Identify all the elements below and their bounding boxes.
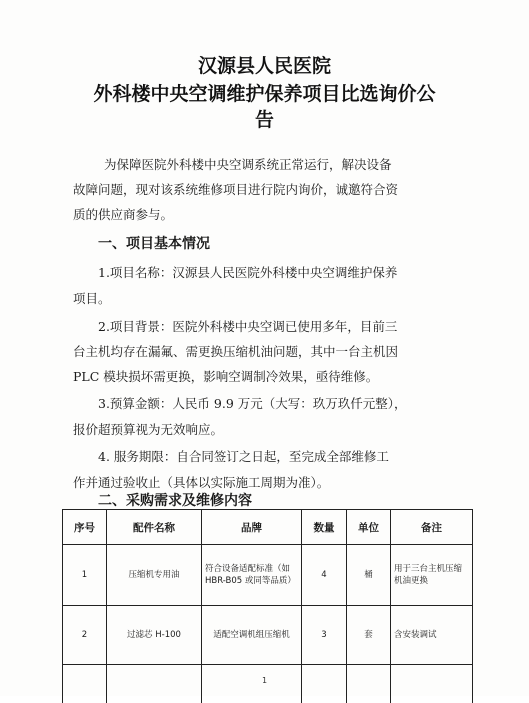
header-no: 序号 (63, 510, 107, 545)
header-part-name: 配件名称 (107, 510, 202, 545)
title-line-2: 外科楼中央空调维护保养项目比选询价公 (40, 82, 489, 106)
item-4-line-1: 4. 服务期限：自合同签订之日起，至完成全部维修工 (98, 448, 498, 466)
page-number: 1 (0, 676, 529, 685)
cell-unit: 套 (347, 606, 391, 665)
cell-quantity: 3 (302, 606, 347, 665)
cell-note: 用于三台主机压缩机油更换 (391, 545, 473, 606)
item-3-line-2: 报价超预算视为无效响应。 (73, 421, 473, 439)
header-note: 备注 (391, 510, 473, 545)
table-row (63, 606, 473, 665)
header-quantity: 数量 (302, 510, 347, 545)
item-3-line-1: 3.预算金额：人民币 9.9 万元（大写：玖万玖仟元整）， (98, 395, 498, 413)
section-2-heading: 二、采购需求及维修内容 (98, 492, 252, 510)
title-line-1: 汉源县人民医院 (40, 54, 489, 78)
cell-unit: 桶 (347, 545, 391, 606)
table-row (63, 545, 473, 606)
item-2-line-1: 2.项目背景：医院外科楼中央空调已使用多年，目前三 (98, 318, 498, 336)
section-1-heading: 一、项目基本情况 (98, 235, 210, 253)
cell-part-name: 过滤芯 H-100 (107, 606, 202, 665)
intro-line-1: 为保障医院外科楼中央空调系统正常运行，解决设备 (104, 156, 504, 174)
intro-line-2: 故障问题，现对该系统维修项目进行院内询价，诚邀符合资 (73, 181, 473, 199)
cell-no: 2 (63, 606, 107, 665)
header-brand: 品牌 (202, 510, 302, 545)
cell-quantity: 4 (302, 545, 347, 606)
item-1-line-1: 1.项目名称：汉源县人民医院外科楼中央空调维护保养 (98, 264, 498, 282)
item-4-line-2: 作并通过验收止（具体以实际施工周期为准）。 (73, 474, 473, 492)
title-line-3: 告 (40, 108, 489, 132)
table-header-row (63, 510, 473, 545)
item-2-line-3: PLC 模块损坏需更换，影响空调制冷效果，亟待维修。 (73, 368, 473, 386)
cell-no: 1 (63, 545, 107, 606)
cell-brand: 符合设备适配标准（如 HBR-B05 或同等品质） (202, 545, 302, 606)
cell-note: 含安装调试 (391, 606, 473, 665)
item-1-line-2: 项目。 (73, 290, 473, 308)
intro-line-3: 质的供应商参与。 (73, 206, 473, 224)
header-unit: 单位 (347, 510, 391, 545)
cell-brand: 适配空调机组压缩机 (202, 606, 302, 665)
procurement-table (62, 509, 473, 703)
item-2-line-2: 台主机均存在漏氟、需更换压缩机油问题，其中一台主机因 (73, 343, 473, 361)
cell-part-name: 压缩机专用油 (107, 545, 202, 606)
